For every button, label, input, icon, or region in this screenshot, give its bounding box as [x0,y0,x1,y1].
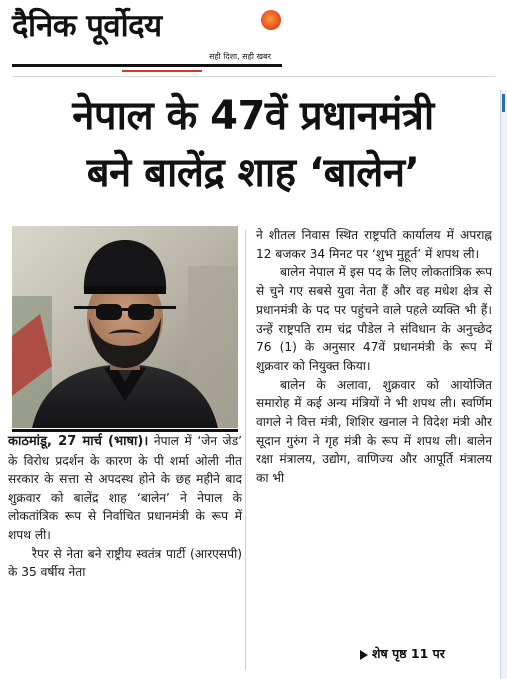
dateline: काठमांडू, 27 मार्च (भाषा)। [8,434,149,449]
article-paragraph-1 [8,432,242,545]
article-paragraph-2: रैपर से नेता बने राष्ट्रीय स्वतंत्र पार्टी (आरएसपी) के 35 वर्षीय नेता [8,546,242,580]
headline [14,88,492,202]
masthead-tagline: सही दिशा, सही खबर [209,52,271,61]
masthead [12,6,282,70]
continuation-text: शेष पृष्ठ 11 पर [372,646,445,661]
article-paragraph-1-text: नेपाल में ‘जेन जेड’ के विरोध प्रदर्शन के कारण के पी शर्मा ओली नीत सरकार के सत्ता से अपदस्थ होने के छह महीने बाद शुक्रवार को बालेंद्र शाह ‘बालेन’ ने नेपाल के लोकतांत्रिक रूप से निर्वाचित प्रधानमंत्री के रूप में शपथ ली। [8,434,242,542]
column-divider [245,230,246,670]
article-column-right [256,226,492,488]
masthead-rule [12,64,282,67]
page-frame-line [12,76,495,77]
article-column-left [8,432,242,582]
portrait-photo [12,226,238,428]
headline-line-2: बने बालेंद्र शाह ‘बालेन’ [86,150,420,196]
article-paragraph-3: ने शीतल निवास स्थित राष्ट्रपति कार्यालय में अपराह्न 12 बजकर 34 मिनट पर ‘शुभ मुहूर्त’ में शपथ ली। [256,228,492,261]
article-paragraph-5: बालेन के अलावा, शुक्रवार को आयोजित समारोह में कई अन्य मंत्रियों ने भी शपथ ली। स्वर्णिम वागले ने वित्त मंत्री, शिशिर खनाल ने विदेश मंत्री और सूदान गुरुंग ने गृह मंत्री के रूप में शपथ ली। बालेन रक्षा मंत्रालय, उद्योग, वाणिज्य और आपूर्ति मंत्रालय का भी [256,377,492,486]
headline-line-1: नेपाल के 47वें प्रधानमंत्री [72,93,434,139]
play-arrow-icon [360,650,368,660]
article-paragraph-4: बालेन नेपाल में इस पद के लिए लोकतांत्रिक रूप से चुने गए सबसे युवा नेता हैं और वह मधेश क्षेत्र से प्रधानमंत्री के पद पर पहुंचने वाले पहले व्यक्ति भी हैं। उन्हें राष्ट्रपति राम चंद्र पौडेल ने संविधान के अनुच्छेद 76 (1) के अनुसार 47वें प्रधानमंत्री के रूप में शुक्रवार को नियुक्त किया। [256,265,492,373]
page-edge-marker [502,94,505,112]
sun-logo-icon [261,10,281,30]
newspaper-logo: दैनिक पूर्वोदय [12,8,162,44]
continuation-note [360,645,445,663]
masthead-accent-rule [122,70,202,72]
page-edge-strip [500,90,507,679]
portrait-illustration [12,226,238,428]
